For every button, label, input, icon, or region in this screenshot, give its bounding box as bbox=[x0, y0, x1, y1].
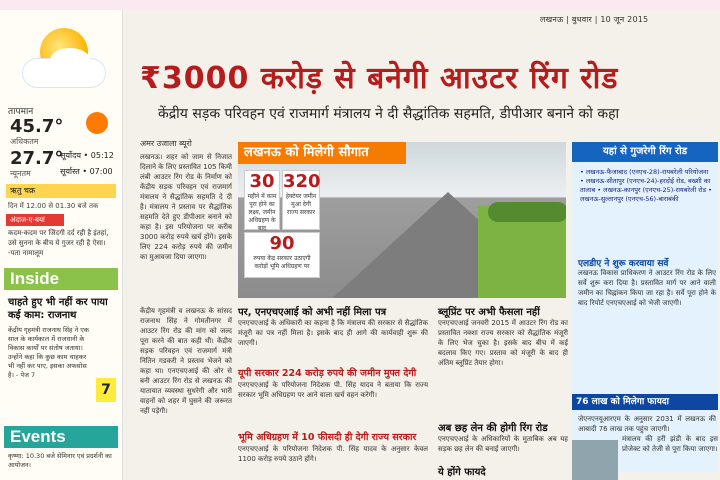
lda-survey-text: लखनऊ विकास प्राधिकरण ने आउटर रिंग रोड के लिए सर्वे शुरू करा दिया है। प्रस्तावित मार्ग पर आने वाली जमीन का चिह्नांकन किया जा रहा है। सर्वे पूरा होने के बाद रिपोर्ट एनएचएआई को भेजी जाएगी। bbox=[578, 269, 716, 307]
route-panel-title: यहां से गुजरेगी रिंग रोड bbox=[572, 142, 718, 162]
benefit-banner: 76 लाख को मिलेगा फायदा bbox=[572, 394, 718, 410]
poem: कदम-कदम पर जिंदगी दर्द रही है इंतहां, उसे सुनना के बीच ये गुजर रही है ऐसा। -पता नामालूम bbox=[8, 229, 109, 257]
max-temp: 45.7° bbox=[10, 116, 64, 137]
image-banner: लखनऊ को मिलेगी सौगात bbox=[238, 142, 406, 164]
sub-headline: केंद्रीय सड़क परिवहन एवं राजमार्ग मंत्रालय ने दी सैद्धांतिक सहमति, डीपीआर बनाने को कहा bbox=[158, 106, 620, 122]
sub1-headline: पर, एनएचएआई को अभी नहीं मिला पत्र bbox=[238, 307, 387, 318]
stat-3-text: रुपया केंद्र सरकार उठाएगी करोड़ों भूमि अधिग्रहण पर bbox=[253, 255, 311, 270]
lda-survey-headline: एलडीए ने शुरू करवाया सर्वे bbox=[578, 259, 669, 269]
stat-1-number: 30 bbox=[249, 171, 275, 192]
trees-shape bbox=[488, 202, 566, 222]
route-list: • लखनऊ-फैजाबाद (एनएच-28)-रायबरेली परियोजना • लखनऊ-सीतापुर (एनएच-24)-हरदोई रोड, बख्शी का तालाब • लखनऊ-कानपुर (एनएच-25)-रायबरेली रोड • लखनऊ-सुल्तानपुर (एनएच-56)-बाराबंकी bbox=[580, 168, 712, 203]
stat-3-number: 90 bbox=[269, 233, 295, 254]
sub2-text: एनएचएआई के परियोजना निदेशक पी. सिंह यादव ने बताया कि राज्य सरकार भूमि अधिग्रहण पर आने वाला खर्च वहन करेगी। bbox=[238, 381, 428, 399]
ritu-label: ऋतु चक्र bbox=[6, 184, 116, 198]
top-band bbox=[0, 0, 720, 10]
sunset: सूर्यास्त • 07:00 bbox=[60, 167, 113, 176]
right2-text: एनएचएआई के अधिकारियों के मुताबिक अब यह सड़क छह लेन की बनाई जाएगी। bbox=[438, 435, 568, 453]
andaz-tag: अंदाज-ए-बयां bbox=[6, 214, 64, 226]
events-text: कृष्णा: 10.30 बजे सेमिनार एवं प्रदर्शनी का आयोजन। bbox=[8, 452, 112, 469]
right2-headline: अब छह लेन की होगी रिंग रोड bbox=[438, 423, 548, 434]
stat-box-3 bbox=[244, 232, 320, 278]
inside-text: केंद्रीय गृहमंत्री राजनाथ सिंह ने एक साल के कार्यकाल में राजधानी के विकास कार्यों पर संतोष जताया। उन्होंने कहा कि कुछ काम चाहकर भी नहीं कर पाए, इसका अफसोस है। - पेज 7 bbox=[8, 326, 89, 379]
stat-box-2 bbox=[282, 170, 320, 230]
sub3-headline: भूमि अधिग्रहण में 10 फीसदी ही देगी राज्य सरकार bbox=[238, 432, 417, 443]
bottom-note: मंत्रालय की हरी झंडी के बाद इस प्रोजेक्ट को तेजी से पूरा किया जाएगा। bbox=[622, 435, 718, 453]
inside-page-number: 7 bbox=[96, 378, 116, 402]
sun-small-icon bbox=[86, 112, 108, 134]
article-intro: लखनऊ। शहर को जाम से निजात दिलाने के लिए प्रस्तावित 105 किमी लंबी आउटर रिंग रोड के निर्माण को केंद्रीय सड़क परिवहन एवं राजमार्ग मंत्रालय ने सैद्धांतिक सहमति दे दी है। मंत्रालय ने प्रस्ताव पर सैद्धांतिक सहमति देते हुए डीपीआर बनाने को कहा है। इस परियोजना पर करीब 3000 करोड़ रुपये खर्च होंगे। इसके लिए 224 करोड़ रुपये की जमीन का मुआवजा दिया जाएगा। bbox=[140, 153, 232, 261]
article-col1-continued: केंद्रीय गृहमंत्री व लखनऊ के सांसद राजनाथ सिंह ने गोमतीनगर में आउटर रिंग रोड की मांग को जल्द पूरा करने की बात कही थी। केंद्रीय सड़क परिवहन एवं राजमार्ग मंत्री नितिन गडकरी ने प्रस्ताव भेजने को कहा था। एनएचएआई की ओर से बनी आउटर रिंग रोड से लखनऊ की यातायात व्यवस्था सुधरेगी और भारी वाहनों को शहर में घुसने की जरूरत नहीं पड़ेगी। bbox=[140, 307, 232, 415]
sub2-headline: यूपी सरकार 224 करोड़ रुपये की जमीन मुफ्त देगी bbox=[238, 368, 417, 379]
benefit-text: जेएनएनयूआरएम के अनुसार 2031 में लखनऊ की आबादी 76 लाख तक पहुंच जाएगी। bbox=[578, 415, 716, 433]
sunrise: सूर्योदय • 05:12 bbox=[60, 151, 114, 160]
daytime-note: दिन में 12.00 से 01.30 बजे तक bbox=[8, 202, 99, 210]
events-label: Events bbox=[4, 426, 118, 448]
masthead-meta: लखनऊ | बुधवार | 10 जून 2015 bbox=[540, 15, 649, 24]
right1-text: एनएचएआई जनवरी 2015 में आउटर रिंग रोड का प्रस्तावित नक्शा राज्य सरकार को सैद्धांतिक मंजूरी के लिए भेज चुका है। इसके बाद बीच में कई बदलाव किए गए। प्रस्ताव को मंजूरी के बाद ही अंतिम ब्लूप्रिंट तैयार होगा। bbox=[438, 319, 568, 367]
max-label: अधिकतम bbox=[10, 137, 39, 146]
right3-headline: ये होंगे फायदे bbox=[438, 467, 486, 478]
min-label: न्यूनतम bbox=[10, 169, 31, 178]
stat-2-number: 320 bbox=[283, 171, 321, 192]
sub3-text: एनएचएआई के परियोजना निदेशक पी. सिंह यादव के अनुसार केवल 1100 करोड़ रुपये उठाने होंगे। bbox=[238, 445, 428, 463]
inside-label: Inside bbox=[4, 268, 118, 290]
main-headline: ₹3000 करोड़ से बनेगी आउटर रिंग रोड bbox=[140, 61, 619, 96]
byline: अमर उजाला ब्यूरो bbox=[140, 139, 192, 148]
weather-label: तापमान bbox=[8, 107, 34, 117]
inside-headline: चाहते हुए भी नहीं कर पाया कई काम: राजनाथ bbox=[8, 297, 108, 321]
cloud-puff-icon bbox=[50, 48, 90, 72]
stat-box-1 bbox=[244, 170, 280, 230]
sub1-text: एनएचएआई के अधिकारी का कहना है कि मंत्रालय की सरकार से सैद्धांतिक मंजूरी का पत्र नहीं मिला है। इसके बाद ही आगे की कार्यवाही शुरू की जाएगी। bbox=[238, 319, 428, 347]
stat-1-text: महीने में काम पूरा होने का लक्ष्य, जमीन अधिग्रहण के बाद bbox=[247, 193, 277, 232]
stat-2-text: हेक्टेयर जमीन मुआ देगी राज्य सरकार bbox=[285, 193, 317, 216]
official-photo bbox=[572, 440, 618, 480]
min-temp: 27.7° bbox=[10, 148, 64, 169]
right1-headline: ब्लूप्रिंट पर अभी फैसला नहीं bbox=[438, 307, 540, 318]
